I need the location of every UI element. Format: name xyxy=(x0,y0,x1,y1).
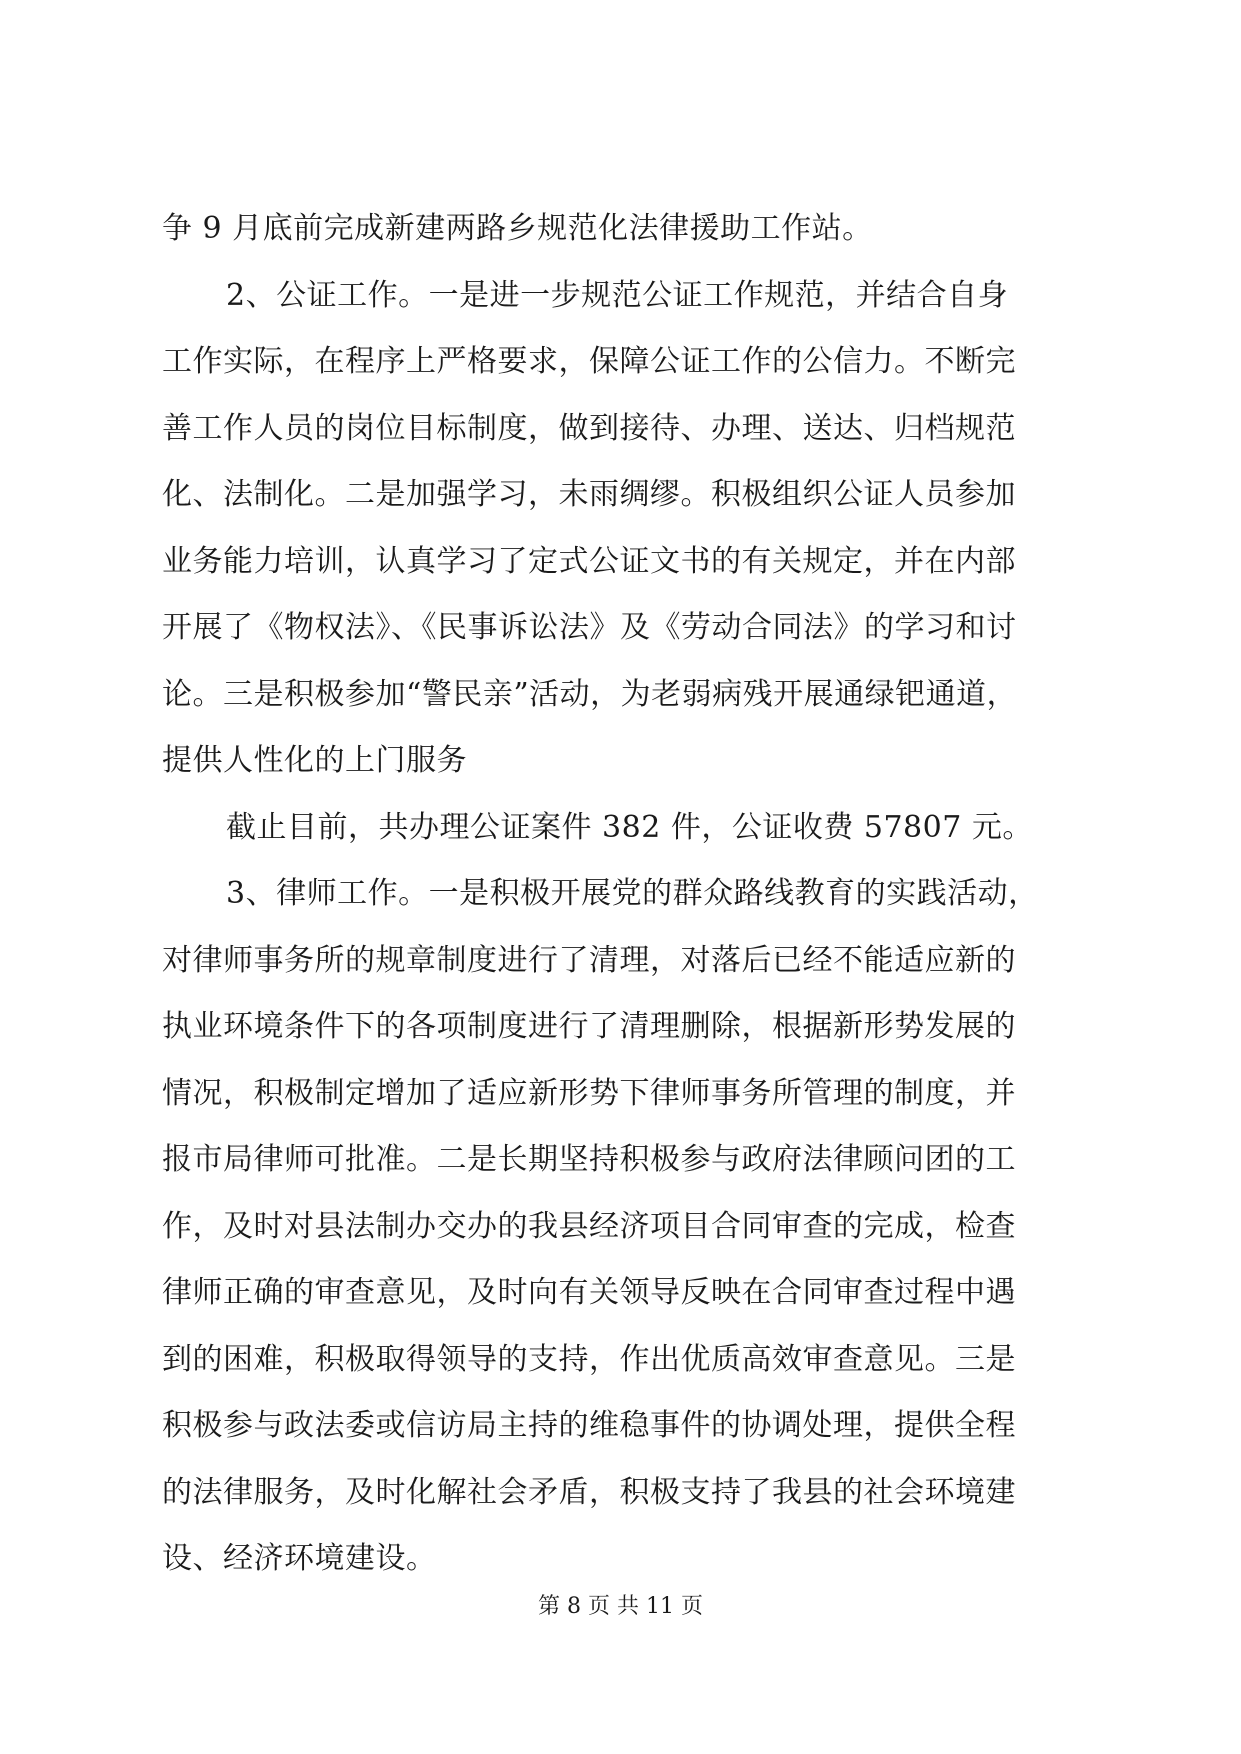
text-line: 争 9 月底前完成新建两路乡规范化法律援助工作站。 xyxy=(162,211,873,246)
text-line: 提供人性化的上门服务 xyxy=(162,743,467,778)
text-line: 设、经济环境建设。 xyxy=(162,1541,437,1576)
section-heading-lawyer: 3、律师工作。一是积极开展党的群众路线教育的实践活动， xyxy=(226,876,1039,911)
text-line: 报市局律师可批准。二是长期坚持积极参与政府法律顾问团的工 xyxy=(162,1142,1016,1177)
page-number-footer: 第 8 页 共 11 页 xyxy=(538,1594,703,1619)
text-line: 律师正确的审查意见，及时向有关领导反映在合同审查过程中遇 xyxy=(162,1275,1016,1310)
text-line: 作，及时对县法制办交办的我县经济项目合同审查的完成，检查 xyxy=(162,1208,1016,1244)
text-line: 论。三是积极参加“警民亲”活动，为老弱病残开展通绿钯通道， xyxy=(162,676,1018,712)
text-line: 业务能力培训，认真学习了定式公证文书的有关规定，并在内部 xyxy=(162,543,1016,579)
text-line: 到的困难，积极取得领导的支持，作出优质高效审查意见。三是 xyxy=(162,1341,1016,1377)
section-heading-notary: 2、公证工作。一是进一步规范公证工作规范，并结合自身 xyxy=(226,277,1009,313)
text-line: 情况，积极制定增加了适应新形势下律师事务所管理的制度，并 xyxy=(162,1075,1016,1111)
text-line: 工作实际，在程序上严格要求，保障公证工作的公信力。不断完 xyxy=(162,344,1016,379)
text-line: 的法律服务，及时化解社会矛盾，积极支持了我县的社会环境建 xyxy=(162,1474,1016,1510)
text-line: 化、法制化。二是加强学习，未雨绸缪。积极组织公证人员参加 xyxy=(162,477,1016,512)
text-line: 对律师事务所的规章制度进行了清理，对落后已经不能适应新的 xyxy=(162,942,1016,978)
text-line: 善工作人员的岗位目标制度，做到接待、办理、送达、归档规范 xyxy=(162,410,1016,446)
document-body xyxy=(162,196,1082,1593)
text-line: 执业环境条件下的各项制度进行了清理删除，根据新形势发展的 xyxy=(162,1009,1016,1044)
text-line: 开展了《物权法》、《民事诉讼法》及《劳动合同法》的学习和讨 xyxy=(162,610,1017,645)
text-line: 积极参与政法委或信访局主持的维稳事件的协调处理，提供全程 xyxy=(162,1408,1016,1443)
notary-statistics: 截止目前，共办理公证案件 382 件，公证收费 57807 元。 xyxy=(226,809,1033,845)
